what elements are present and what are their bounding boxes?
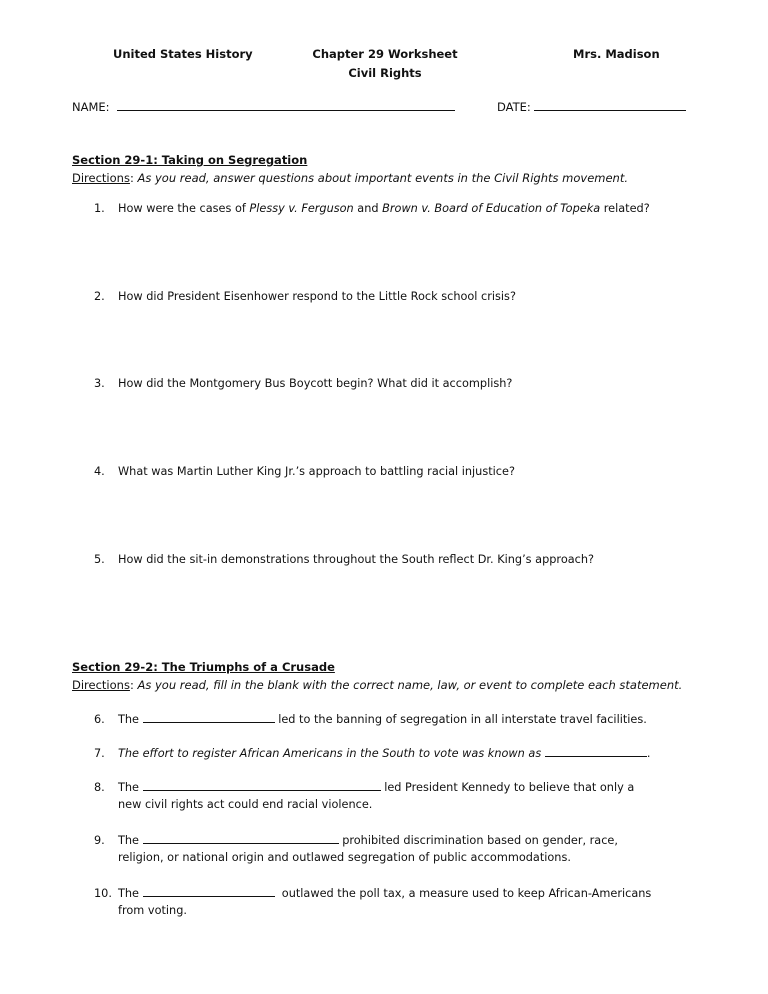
question-text: How did President Eisenhower respond to the Little Rock school crisis? xyxy=(118,290,516,303)
question-text: The xyxy=(118,834,143,847)
question-text: related? xyxy=(600,202,650,215)
date-field xyxy=(497,100,686,114)
directions-colon: : xyxy=(129,171,138,185)
question-text: The effort to register African Americans in the South to vote was known as xyxy=(118,747,545,760)
answer-blank[interactable] xyxy=(545,746,647,757)
question-number: 5. xyxy=(94,553,105,566)
question-text: The xyxy=(118,781,143,794)
question-text: How did the Montgomery Bus Boycott begin? What did it accomplish? xyxy=(118,377,513,390)
course-title: United States History xyxy=(113,47,253,61)
question-4 xyxy=(94,465,515,478)
question-8 xyxy=(94,780,634,794)
question-text: outlawed the poll tax, a measure used to keep African-Americans xyxy=(274,887,652,900)
question-5 xyxy=(94,553,594,566)
question-number: 4. xyxy=(94,465,105,478)
question-9-continuation: religion, or national origin and outlawed segregation of public accommodations. xyxy=(118,851,571,864)
teacher-name: Mrs. Madison xyxy=(573,47,660,61)
case-name: Brown v. Board of Education of Topeka xyxy=(382,202,601,215)
section-1-title: Section 29-1: Taking on Segregation xyxy=(72,153,308,167)
directions-label: Directions xyxy=(72,678,130,692)
question-number: 1. xyxy=(94,202,105,215)
name-field xyxy=(72,100,455,114)
question-text: led President Kennedy to believe that only a xyxy=(380,781,635,794)
directions-text: As you read, fill in the blank with the correct name, law, or event to complete each statement. xyxy=(137,678,683,692)
question-text: The xyxy=(118,713,143,726)
date-input-line[interactable] xyxy=(534,100,686,111)
answer-blank[interactable] xyxy=(143,780,381,791)
question-7 xyxy=(94,746,650,760)
question-10 xyxy=(94,886,651,900)
worksheet-title: Chapter 29 Worksheet xyxy=(312,47,458,61)
question-text: . xyxy=(646,747,651,760)
question-number: 7. xyxy=(94,747,105,760)
question-number: 8. xyxy=(94,781,105,794)
question-text: led to the banning of segregation in all interstate travel facilities. xyxy=(274,713,647,726)
section-1-directions xyxy=(72,171,628,185)
question-number: 9. xyxy=(94,834,105,847)
question-number: 6. xyxy=(94,713,105,726)
question-text: How did the sit-in demonstrations throughout the South reflect Dr. King’s approach? xyxy=(118,553,595,566)
question-9 xyxy=(94,833,618,847)
question-3 xyxy=(94,377,512,390)
question-number: 3. xyxy=(94,377,105,390)
answer-blank[interactable] xyxy=(143,712,275,723)
date-label: DATE: xyxy=(497,100,531,114)
case-name: Plessy v. Ferguson xyxy=(249,202,354,215)
question-6 xyxy=(94,712,647,726)
question-text: The xyxy=(118,887,143,900)
directions-text: As you read, answer questions about important events in the Civil Rights movement. xyxy=(137,171,628,185)
question-2 xyxy=(94,290,516,303)
question-10-continuation: from voting. xyxy=(118,904,187,917)
answer-blank[interactable] xyxy=(143,833,339,844)
question-8-continuation: new civil rights act could end racial violence. xyxy=(118,798,373,811)
section-2-directions xyxy=(72,678,682,692)
name-input-line[interactable] xyxy=(117,100,455,111)
question-text: How were the cases of xyxy=(118,202,250,215)
question-number: 2. xyxy=(94,290,105,303)
question-1 xyxy=(94,202,650,215)
section-2-title: Section 29-2: The Triumphs of a Crusade xyxy=(72,660,335,674)
directions-label: Directions xyxy=(72,171,130,185)
worksheet-subtitle: Civil Rights xyxy=(348,66,422,80)
question-text: What was Martin Luther King Jr.’s approach to battling racial injustice? xyxy=(118,465,515,478)
question-text: prohibited discrimination based on gender, race, xyxy=(338,834,618,847)
answer-blank[interactable] xyxy=(143,886,275,897)
directions-colon: : xyxy=(129,678,138,692)
name-label: NAME: xyxy=(72,100,110,114)
question-text: and xyxy=(353,202,383,215)
question-number: 10. xyxy=(94,887,112,900)
